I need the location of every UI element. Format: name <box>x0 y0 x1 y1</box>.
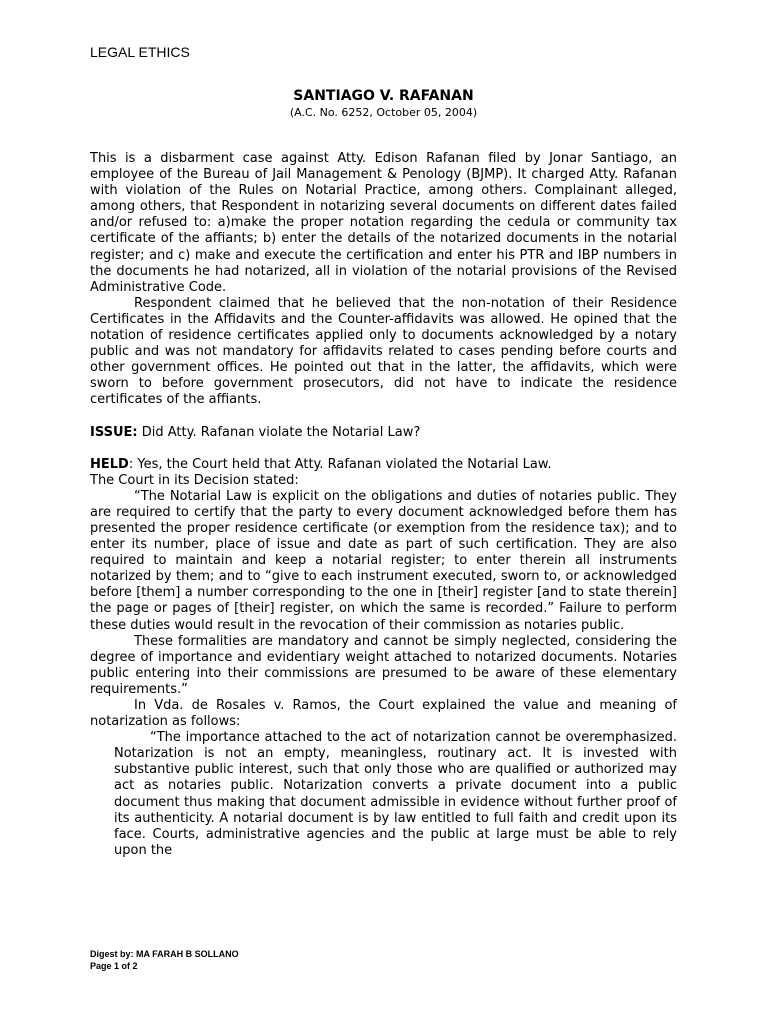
court-stated: The Court in its Decision stated: <box>90 472 299 488</box>
held-label: HELD <box>90 456 129 472</box>
decision-paragraph: In Vda. de Rosales v. Ramos, the Court explained the value and meaning of notarization as follows: <box>90 698 677 730</box>
case-title: SANTIAGO V. RAFANAN <box>293 88 474 104</box>
document-body <box>90 151 677 859</box>
document-header: LEGAL ETHICS <box>90 44 190 60</box>
held-text: : Yes, the Court held that Atty. Rafanan violated the Notarial Law. <box>128 456 552 472</box>
respondent-paragraph: Respondent claimed that he believed that the non-notation of their Residence Certificates in the Affidavits and the Counter-affidavits was allowed. He opined that the notation of residence certificates applied only to documents acknowledged by a notary public and was not mandatory for affidavits related to cases pending before courts and other government offices. He pointed out that in the latter, the affidavits, which were sworn to before government prosecutors, did not have to indicate the residence certificates of the affiants. <box>90 295 677 408</box>
case-citation: (A.C. No. 6252, October 05, 2004) <box>289 106 478 119</box>
issue-label: ISSUE: <box>90 424 138 440</box>
decision-paragraph: “The Notarial Law is explicit on the obligations and duties of notaries public. They are required to certify that the party to every document acknowledged before them has presented the proper residence certificate (or exemption from the residence tax); and to enter its number, place of issue and date as part of such certification. They are also required to maintain and keep a notarial register; to enter therein all instruments notarized by them; and to “give to each instrument executed, sworn to, or acknowledged before [them] a number corresponding to the one in [their] register [and to state therein] the page or pages of [their] register, on which the same is recorded.” Failure to perform these duties would result in the revocation of their commission as notaries public. <box>90 488 677 633</box>
page-number: Page 1 of 2 <box>90 961 138 971</box>
issue-paragraph <box>90 425 677 441</box>
held-paragraph <box>90 457 677 473</box>
digest-credit: Digest by: MA FARAH B SOLLANO <box>90 949 239 959</box>
block-quote: “The importance attached to the act of notarization cannot be overemphasized. Notarization is not an empty, meaningless, routinary act. It is invested with substantive public interest, such that only those who are qualified or authorized may act as notaries public. Notarization converts a private document into a public document thus making that document admissible in evidence without further proof of its authenticity. A notarial document is by law entitled to full faith and credit upon its face. Courts, administrative agencies and the public at large must be able to rely upon the <box>114 730 677 858</box>
issue-text: Did Atty. Rafanan violate the Notarial Law? <box>137 424 421 440</box>
decision-paragraph: These formalities are mandatory and cannot be simply neglected, considering the degree of importance and evidentiary weight attached to notarized documents. Notaries public entering into their commissions are presumed to be aware of these elementary requirements.” <box>90 633 677 697</box>
facts-paragraph: This is a disbarment case against Atty. Edison Rafanan filed by Jonar Santiago, an employee of the Bureau of Jail Management & Penology (BJMP). It charged Atty. Rafanan with violation of the Rules on Notarial Practice, among others. Complainant alleged, among others, that Respondent in notarizing several documents on different dates failed and/or refused to: a)make the proper notation regarding the cedula or community tax certificate of the affiants; b) enter the details of the notarized documents in the notarial register; and c) make and execute the certification and enter his PTR and IBP numbers in the documents he had notarized, all in violation of the notarial provisions of the Revised Administrative Code. <box>90 151 677 295</box>
page-footer <box>90 948 239 972</box>
